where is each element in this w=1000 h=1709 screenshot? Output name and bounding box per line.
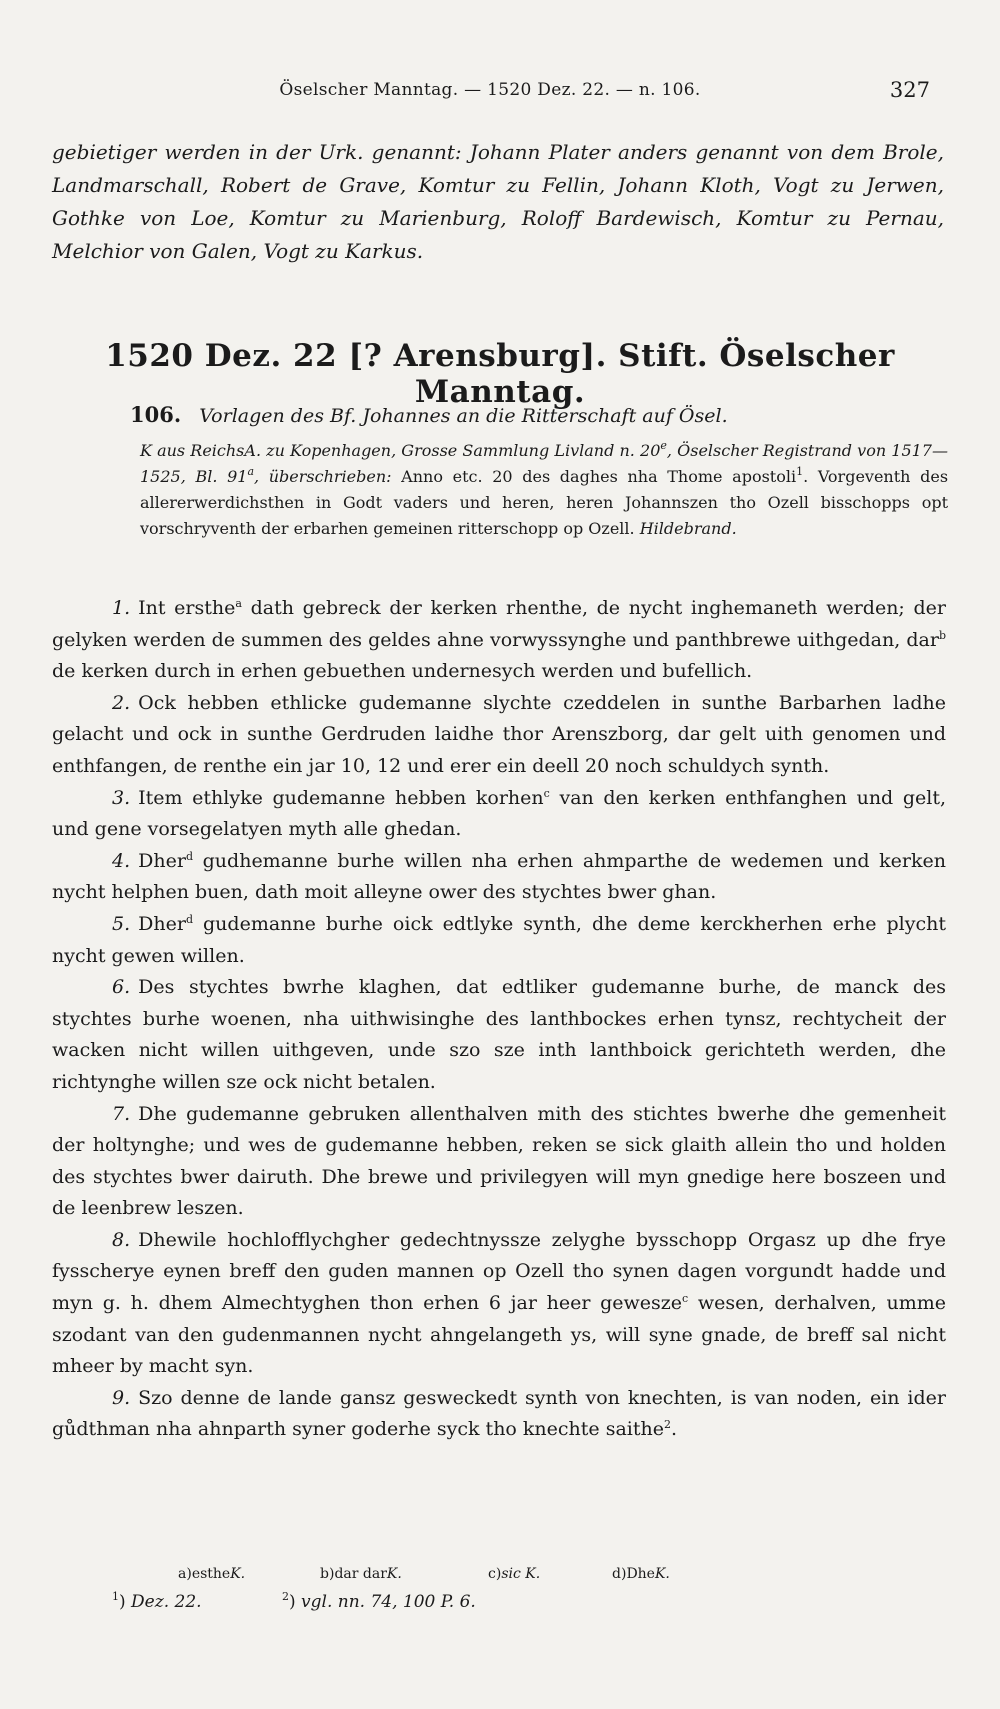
paragraph-text: . <box>670 1418 678 1441</box>
footnote-text: vgl. nn. 74, 100 P. 6. <box>301 1592 476 1612</box>
intro-line: zu Pernau, Melchior von Galen, Vogt zu Karkus. <box>52 206 944 263</box>
source-quote: . Vorgeventh des allererwerdichsthen in Godt vaders und heren, heren Johannszen tho Ozell bisschopps opt vorschryventh der erbarhen gemeinen ritterschopp op Ozell. <box>140 467 949 538</box>
footnote-numbered <box>282 1592 476 1612</box>
intro-line: gebietiger werden in der Urk. genannt: Johann Plater anders genannt von dem <box>52 140 875 164</box>
footnote-letter <box>320 1566 488 1582</box>
paragraph-text: Szo denne de lande gansz gesweckedt synth von knechten, is van noden, ein ider gůdthman nha ahnparth syner goderhe syck tho knechte saithe <box>52 1386 946 1441</box>
footnote-siglum: K. <box>386 1566 402 1582</box>
paragraph-text: dath gebreck der kerken rhenthe, de nycht inghemaneth werden; der gelyken werden de summen des geldes ahne vorwyssynghe und panthbrewe uithgedan, dar <box>52 597 946 651</box>
footnote-letter <box>488 1566 612 1582</box>
paragraph-text: Item ethlyke gudemanne hebben korhen <box>138 786 544 809</box>
source-registrand: , Öselscher Registrand von 1517—1525, Bl. 91 <box>140 441 948 486</box>
article-paragraph <box>52 1225 946 1383</box>
source-heading-text: Anno etc. 20 des daghes nha Thome apostoli <box>391 467 797 486</box>
footnote-mark: d) <box>612 1566 627 1582</box>
page-number: 327 <box>889 78 930 102</box>
paragraph-text: de kerken durch in erhen gebuethen undernesych werden und bufellich. <box>52 660 753 683</box>
paragraph-number: 8. <box>112 1228 131 1251</box>
footnote-siglum: K. <box>654 1566 670 1582</box>
footnote-mark: c) <box>488 1566 502 1582</box>
intro-paragraph <box>52 136 944 268</box>
paragraph-text: Dhewile hochlofflychgher gedechtnyssze zelyghe bysschopp Orgasz up dhe frye fysscherye eynen breff den guden mannen op Ozell tho synen dagen vorgundt hadde und myn g. h. dhem Almechtyghen thon erhen 6 jar heer gewesze <box>52 1228 946 1315</box>
footnote-text: dar dar <box>334 1566 387 1582</box>
article-paragraph <box>52 1099 946 1225</box>
paragraph-text: Dhe gudemanne gebruken allenthalven mith des stichtes bwerhe dhe gemenheit der holtynghe; und wes de gudemanne hebben, reken se sick glaith allein tho und holden des stychtes bwer dairuth. Dhe brewe und privilegyen will myn gnedige here boszeen und de leenbrew leszen. <box>52 1102 946 1220</box>
paragraph-text: Int ersthe <box>138 597 236 619</box>
footnote-mark: 1 <box>112 1590 119 1603</box>
article-paragraph <box>52 783 946 846</box>
footnote-ref: b <box>938 628 946 642</box>
footnotes-letters <box>178 1566 778 1582</box>
source-sup: a <box>247 465 254 478</box>
footnote-ref: a <box>235 597 242 610</box>
entry-header <box>130 402 930 427</box>
source-note <box>140 438 948 542</box>
footnote-ref: 2 <box>663 1418 671 1432</box>
footnote-paren: ) <box>119 1592 132 1612</box>
footnote-mark: a) <box>178 1566 192 1582</box>
paragraph-number: 4. <box>112 849 131 872</box>
entry-title: Vorlagen des Bf. Johannes an die Ritterschaft auf Ösel. <box>199 405 728 427</box>
article-paragraph <box>52 1383 946 1446</box>
footnote-letter <box>612 1566 670 1582</box>
footnote-siglum: sic K. <box>501 1566 541 1582</box>
footnotes-numbered <box>112 1592 812 1612</box>
paragraph-number: 5. <box>112 912 131 935</box>
source-sup: e <box>660 439 667 452</box>
paragraph-text: gudemanne burhe oick edtlyke synth, dhe deme kerckherhen erhe plycht nycht gewen willen. <box>52 912 946 967</box>
paragraph-text: Des stychtes bwrhe klaghen, dat edtliker gudemanne burhe, de manck des stychtes burhe woenen, nha uithwisinghe des lanthbockes erhen tynsz, rechtycheit der wacken nicht willen uithgeven, unde szo sze inth lanthboick gerichteth werden, dhe richtynghe willen sze ock nicht betalen. <box>52 976 946 1093</box>
footnote-paren: ) <box>289 1592 302 1612</box>
paragraph-number: 9. <box>112 1386 131 1409</box>
document-body <box>52 593 946 1446</box>
article-paragraph <box>52 909 946 972</box>
paragraph-text: Dher <box>138 912 186 935</box>
footnote-text: esthe <box>191 1566 231 1582</box>
article-paragraph <box>52 688 946 783</box>
footnote-ref: d <box>185 849 193 863</box>
article-paragraph <box>52 972 946 1098</box>
source-editor: Hildebrand. <box>639 519 737 538</box>
paragraph-text: Dher <box>138 849 186 872</box>
footnote-numbered <box>112 1592 282 1612</box>
footnote-ref: c <box>543 786 550 800</box>
paragraph-number: 6. <box>112 976 131 999</box>
paragraph-text: wesen, derhalven, umme szodant van den gudenmannen nycht ahngelangeth ys, will syne gnade, de breff sal nicht mheer by macht syn. <box>52 1292 947 1378</box>
footnote-letter <box>178 1566 320 1582</box>
source-archive: K aus ReichsA. zu Kopenhagen, Grosse Sammlung Livland n. 20 <box>140 441 661 460</box>
paragraph-number: 1. <box>112 597 131 619</box>
footnote-text: Dez. 22. <box>131 1592 202 1612</box>
intro-line: Brole, Landmarschall, Robert de Grave, Komtur zu Fellin, Johann Kloth, Vogt <box>52 140 944 197</box>
running-head <box>50 74 930 104</box>
article-paragraph <box>52 593 946 688</box>
paragraph-text: gudhemanne burhe willen nha erhen ahmparthe de wedemen und kerken nycht helphen buen, dath moit alleyne ower des stychtes bwer ghan. <box>52 849 946 904</box>
footnote-ref: 1 <box>796 465 804 478</box>
footnote-text: Dhe <box>626 1566 655 1582</box>
footnote-ref: c <box>682 1292 689 1306</box>
paragraph-number: 7. <box>112 1102 131 1125</box>
footnote-mark: b) <box>320 1566 335 1582</box>
paragraph-text: Ock hebben ethlicke gudemanne slychte czeddelen in sunthe Barbarhen ladhe gelacht und ock in sunthe Gerdruden laidhe thor Arenszborg, dar gelt uith genomen und enthfangen, de renthe ein jar 10, 12 und erer ein deell 20 noch schuldych synth. <box>52 691 946 777</box>
article-paragraph <box>52 846 946 909</box>
footnote-siglum: K. <box>230 1566 246 1582</box>
running-title: Öselscher Manntag. — 1520 Dez. 22. — n. 106. <box>279 80 701 100</box>
document-heading: 1520 Dez. 22 [? Arensburg]. Stift. Öselscher Manntag. <box>105 338 895 410</box>
paragraph-number: 3. <box>112 786 131 809</box>
paragraph-text: van den kerken enthfanghen und gelt, und gene vorsegelatyen myth alle ghedan. <box>52 786 947 841</box>
intro-line: zu Jerwen, Gothke von Loe, Komtur zu Marienburg, Roloff Bardewisch, Komtur <box>52 173 945 230</box>
footnote-ref: d <box>185 912 193 926</box>
entry-number: 106. <box>130 402 182 427</box>
paragraph-number: 2. <box>112 691 131 714</box>
footnote-mark: 2 <box>282 1590 289 1603</box>
source-heading-label: , überschrieben: <box>254 467 392 486</box>
